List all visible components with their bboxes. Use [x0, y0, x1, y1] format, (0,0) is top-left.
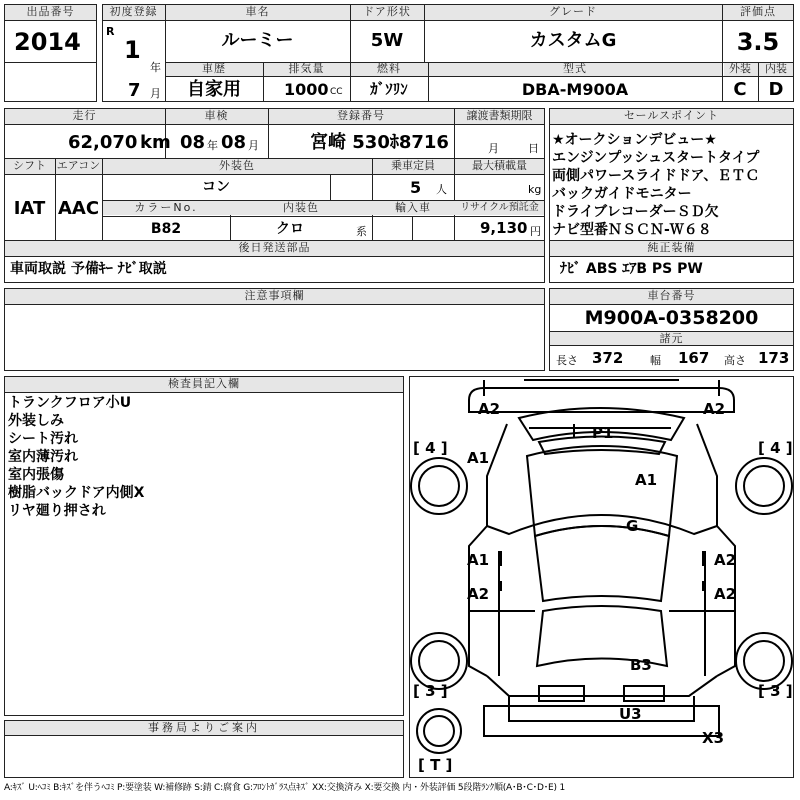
model-code: DBA-M900A — [521, 80, 629, 99]
mark-front-left: A2 — [478, 400, 501, 418]
aircon: AAC — [57, 198, 100, 219]
height: 173 — [758, 349, 790, 367]
lot-number: 2014 — [14, 28, 81, 56]
inspection-year: 08 — [180, 132, 206, 153]
tyre-front-right: [ 4 ] — [758, 439, 793, 457]
grade: カスタムG — [529, 30, 617, 51]
width: 167 — [678, 349, 710, 367]
chassis-header: 車台番号 — [647, 289, 696, 302]
inspector-header: 検査員記入欄 — [168, 377, 240, 390]
inspector-note: リヤ廻り押され — [8, 503, 106, 519]
later-parts: 車両取説 予備ｷｰ ﾅﾋﾞ取説 — [10, 261, 167, 277]
sales-point-item: ★オークションデビュー★ — [552, 132, 717, 148]
dimensions-header: 諸元 — [659, 332, 684, 345]
shift: IAT — [13, 198, 46, 219]
grade-header: グレード — [549, 5, 597, 18]
sales-point-item: 両側パワースライドドア、ＥＴＣ — [552, 168, 760, 184]
era-mark: R — [106, 25, 115, 38]
ext-color-header: 外装色 — [219, 159, 255, 172]
sales-point-item: ナビ型番ＮＳＣＮ-Ｗ６８ — [552, 222, 712, 238]
fuel: ｶﾞｿﾘﾝ — [370, 80, 408, 98]
exterior-score: C — [733, 79, 747, 100]
mark-rear-gate: B3 — [630, 656, 652, 674]
shift-header: シフト — [13, 159, 46, 172]
car-name: ルーミー — [221, 30, 294, 51]
genuine-equipment: ﾅﾋﾞ ABS ｴｱB PS PW — [560, 261, 703, 277]
inspector-note: トランクフロア小U — [8, 395, 132, 411]
legend: A:ｷｽﾞ U:ﾍｺﾐ B:ｷｽﾞを伴うﾍｺﾐ P:要塗装 W:補修跡 S:錆 C:腐食 G:ﾌﾛﾝﾄｶﾞﾗｽ点ｷｽﾞ XX:交換済み X:要交換 内・外装評価 5段階ﾗﾝｸ順(A･B･C･D･E) 1 — [4, 783, 565, 793]
inspection-header: 車検 — [204, 109, 229, 122]
history-header: 車歴 — [202, 62, 226, 75]
score-header: 評価点 — [740, 5, 776, 18]
color-number: B82 — [150, 221, 182, 237]
fuel-header: 燃料 — [377, 62, 401, 75]
tyre-front-left: [ 4 ] — [413, 439, 448, 457]
inspector-notes — [8, 394, 144, 520]
inspector-note: 室内薄汚れ — [8, 449, 78, 465]
mark-front-fender-left: A1 — [467, 449, 490, 467]
recycle-header: リサイクル預託金 — [460, 202, 539, 213]
length: 372 — [592, 349, 624, 367]
displacement: 1000 — [284, 80, 329, 99]
history: 自家用 — [187, 79, 241, 100]
color-no-header: カラーNo. — [134, 201, 198, 214]
mark-front-right: A2 — [703, 400, 726, 418]
first-reg-month: 7 — [128, 80, 141, 101]
sales-point-header: セールスポイント — [623, 109, 719, 122]
mark-g: G — [626, 517, 639, 535]
interior-score: D — [768, 79, 784, 100]
int-color: クロ — [276, 221, 304, 237]
mark-door-front-right: A2 — [714, 551, 737, 569]
mileage-header: 走行 — [72, 109, 97, 122]
registration-number: 宮崎 530ﾎ8716 — [310, 132, 449, 153]
mark-hood: P1 — [592, 424, 614, 442]
inspector-note: 室内張傷 — [8, 467, 64, 483]
interior-header: 内装 — [765, 62, 787, 75]
sales-point-item: ドライブレコーダーＳＤ欠 — [552, 204, 719, 220]
tyre-rear-left: [ 3 ] — [413, 682, 448, 700]
displacement-header: 排気量 — [288, 62, 325, 75]
notes-header: 注意事項欄 — [244, 289, 305, 302]
mark-door-rear-left: A2 — [467, 585, 490, 603]
sales-point-list — [552, 131, 759, 239]
car-name-header: 車名 — [245, 5, 270, 18]
exterior-header: 外装 — [729, 62, 751, 75]
mark-door-rear-right: A2 — [714, 585, 737, 603]
recycle-fee: 9,130 — [480, 219, 528, 237]
sales-point-item: バックガイドモニター — [552, 186, 692, 202]
reg-no-header: 登録番号 — [337, 109, 385, 122]
mileage: 62,070 — [68, 132, 138, 153]
import-header: 輸入車 — [395, 201, 431, 214]
score: 3.5 — [736, 28, 780, 56]
first-reg-year: 1 — [124, 36, 141, 64]
door-type: 5W — [370, 30, 404, 51]
lot-number-header: 出品番号 — [26, 5, 75, 18]
inspector-note: 外装しみ — [8, 413, 64, 429]
inspection-month: 08 — [221, 132, 247, 153]
mark-rear-corner: X3 — [702, 729, 725, 747]
sales-point-item: エンジンプッシュスタートタイプ — [552, 150, 760, 166]
inspector-note: シート汚れ — [8, 431, 78, 447]
tyre-spare: [ T ] — [418, 756, 453, 774]
transfer-header: 譲渡書類期限 — [466, 109, 533, 122]
office-header: 事務局よりご案内 — [148, 721, 260, 734]
later-parts-header: 後日発送部品 — [238, 241, 311, 254]
model-code-header: 型式 — [563, 62, 587, 75]
inspector-note: 樹脂バックドア内側X — [8, 485, 145, 501]
ext-color: コン — [202, 179, 230, 195]
first-reg-header: 初度登録 — [109, 5, 158, 18]
int-color-header: 内装色 — [283, 201, 319, 214]
max-load-header: 最大積載量 — [472, 159, 527, 172]
mark-door-front-left: A1 — [467, 551, 490, 569]
door-header: ドア形状 — [363, 5, 411, 18]
mark-rear-bumper: U3 — [619, 705, 642, 723]
genuine-equip-header: 純正装備 — [647, 241, 696, 254]
capacity: 5 — [410, 178, 422, 197]
aircon-header: エアコン — [56, 159, 101, 172]
mark-roof: A1 — [635, 471, 658, 489]
capacity-header: 乗車定員 — [391, 159, 435, 172]
tyre-rear-right: [ 3 ] — [758, 682, 793, 700]
chassis-number: M900A-0358200 — [584, 307, 759, 329]
